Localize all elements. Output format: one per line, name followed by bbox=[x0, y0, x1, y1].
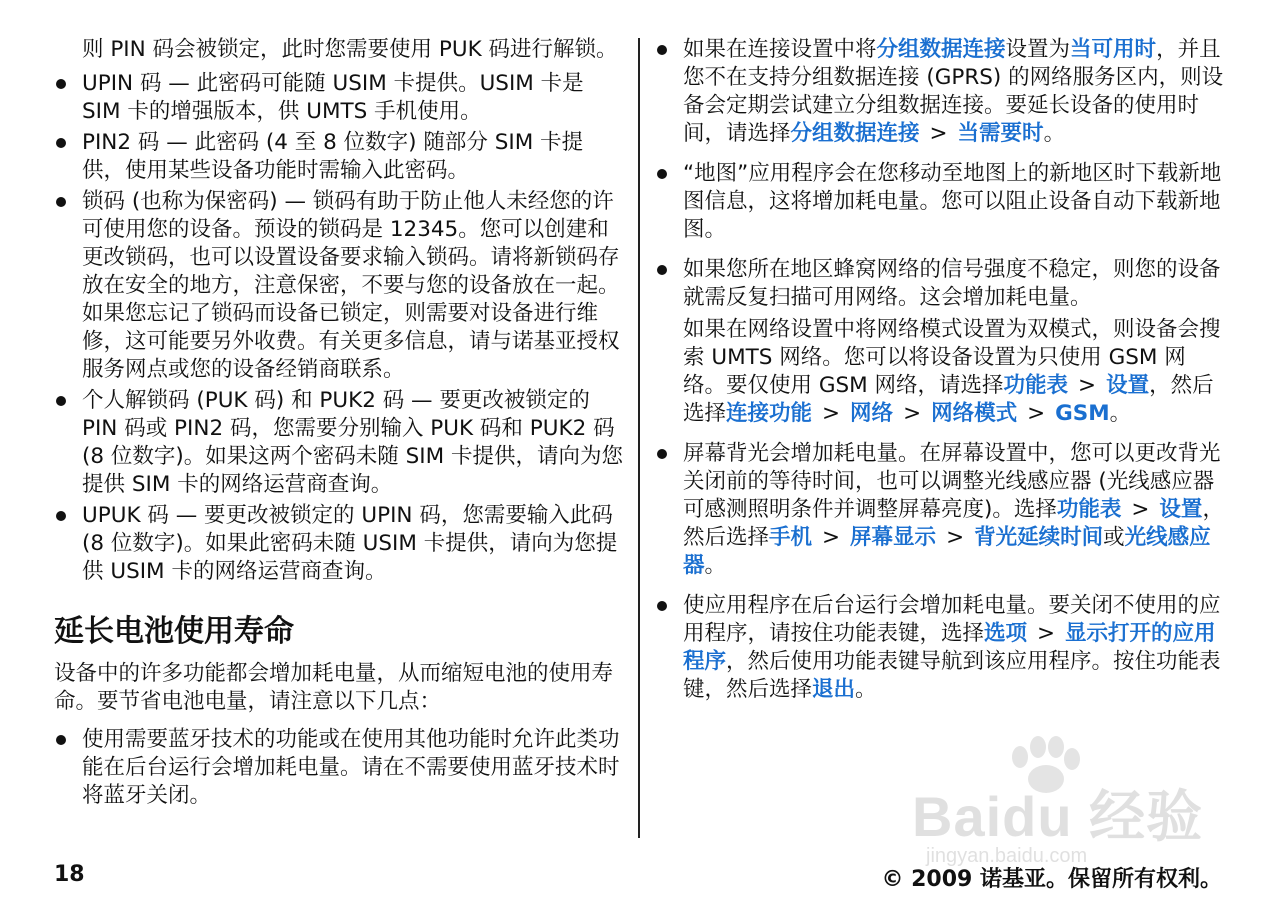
menu-arrow: > bbox=[946, 525, 965, 550]
text-run: 或 bbox=[1103, 525, 1125, 550]
ui-term-connectivity: 连接功能 bbox=[726, 401, 813, 426]
list-item-network: 如果您所在地区蜂窝网络的信号强度不稳定，则您的设备就需反复扫描可用网络。这会增加耗电量。 bbox=[655, 256, 1227, 312]
menu-arrow: > bbox=[1037, 621, 1056, 646]
ui-term-settings: 设置 bbox=[1106, 373, 1150, 398]
text-run: 使应用程序在后台运行会增加耗电量。要关闭不使用的应用程序，请按住功能表键，选择 bbox=[683, 593, 1221, 646]
menu-arrow: > bbox=[822, 525, 841, 550]
ui-term-gsm: GSM bbox=[1055, 401, 1110, 426]
list-item-lock-code: 锁码 (也称为保密码) — 锁码有助于防止他人未经您的许可使用您的设备。预设的锁码是 12345。您可以创建和更改锁码，也可以设置设备要求输入锁码。请将新锁码存放在安全的地方，注意保密，不要与您的设备放在一起。如果您忘记了锁码而设备已锁定，则需要对设备进行维修，这可能要另外收费。有关更多信息，请与诺基亚授权服务网点或您的设备经销商联系。 bbox=[54, 188, 626, 384]
network-mode-paragraph bbox=[655, 316, 1227, 428]
menu-arrow: > bbox=[929, 121, 948, 146]
list-item-puk: 个人解锁码 (PUK 码) 和 PUK2 码 — 要更改被锁定的 PIN 码或 PIN2 码，您需要分别输入 PUK 码和 PUK2 码 (8 位数字)。如果这两个密码未随 SIM 卡提供，请向为您提供 SIM 卡的网络运营商查询。 bbox=[54, 387, 626, 499]
text-run: 如果在连接设置中将 bbox=[683, 37, 877, 62]
list-item-bluetooth: 使用需要蓝牙技术的功能或在使用其他功能时允许此类功能在后台运行会增加耗电量。请在不需要使用蓝牙技术时将蓝牙关闭。 bbox=[54, 726, 626, 810]
ui-term-display: 屏幕显示 bbox=[850, 525, 937, 550]
list-item-background-apps bbox=[655, 592, 1227, 704]
continued-paragraph: 则 PIN 码会被锁定，此时您需要使用 PUK 码进行解锁。 bbox=[82, 37, 618, 62]
ui-term-network-mode: 网络模式 bbox=[931, 401, 1018, 426]
list-item-upuk: UPUK 码 — 要更改被锁定的 UPIN 码，您需要输入此码 (8 位数字)。如果此密码未随 USIM 卡提供，请向为您提供 USIM 卡的网络运营商查询。 bbox=[54, 502, 626, 586]
list-item-maps: “地图”应用程序会在您移动至地图上的新地区时下载新地图信息，这将增加耗电量。您可以阻止设备自动下载新地图。 bbox=[655, 160, 1227, 244]
list-item-backlight bbox=[655, 440, 1227, 580]
text-run: 。 bbox=[855, 677, 877, 702]
text-run: 屏幕背光会增加耗电量。在屏幕设置中，您可以更改背光关闭前的等待时间，也可以调整光线感应器 (光线感应器可感测照明条件并调整屏幕亮度)。选择 bbox=[683, 441, 1221, 522]
column-divider bbox=[638, 38, 640, 838]
section-intro: 设备中的许多功能都会增加耗电量，从而缩短电池的使用寿命。要节省电池电量，请注意以下几点： bbox=[54, 661, 614, 714]
ui-term-phone: 手机 bbox=[769, 525, 813, 550]
ui-term-when-available: 当可用时 bbox=[1070, 37, 1157, 62]
ui-term-backlight-timeout: 背光延续时间 bbox=[974, 525, 1104, 550]
ui-term-menu: 功能表 bbox=[1003, 373, 1069, 398]
right-column bbox=[655, 36, 1227, 716]
ui-term-menu: 功能表 bbox=[1056, 497, 1122, 522]
text-run: ，并且您不在支持分组数据连接 (GPRS) 的网络服务区内，则设备会定期尝试建立分组数据连接。要延长设备的使用时间，请选择 bbox=[683, 37, 1224, 146]
text-run: 设置为 bbox=[1005, 37, 1071, 62]
text-run: ，然后选择 bbox=[683, 497, 1224, 550]
list-item-packet-data bbox=[655, 36, 1227, 148]
ui-term-settings: 设置 bbox=[1159, 497, 1203, 522]
menu-arrow: > bbox=[822, 401, 841, 426]
watermark-brand: Baidu 经验 bbox=[912, 785, 1204, 848]
text-run: 如果在网络设置中将网络模式设置为双模式，则设备会搜索 UMTS 网络。您可以将设备设置为只使用 GSM 网络。要仅使用 GSM 网络，请选择 bbox=[683, 317, 1221, 398]
menu-arrow: > bbox=[1027, 401, 1046, 426]
ui-term-packet-data: 分组数据连接 bbox=[790, 121, 920, 146]
menu-arrow: > bbox=[903, 401, 922, 426]
section-heading: 延长电池使用寿命 bbox=[54, 614, 294, 649]
text-run: 。 bbox=[704, 553, 727, 578]
list-item-upin: UPIN 码 — 此密码可能随 USIM 卡提供。USIM 卡是 SIM 卡的增强版本，供 UMTS 手机使用。 bbox=[54, 70, 626, 126]
page-number: 18 bbox=[54, 862, 85, 887]
text-run: 。 bbox=[1109, 401, 1132, 426]
left-column bbox=[54, 36, 626, 813]
ui-term-network: 网络 bbox=[850, 401, 894, 426]
ui-term-exit: 退出 bbox=[812, 677, 856, 702]
text-run: 。 bbox=[1043, 121, 1066, 146]
list-item-pin2: PIN2 码 — 此密码 (4 至 8 位数字) 随部分 SIM 卡提供，使用某些设备功能时需输入此密码。 bbox=[54, 129, 626, 185]
text-run: ，然后使用功能表键导航到该应用程序。按住功能表键，然后选择 bbox=[683, 649, 1221, 702]
text-run: ，然后选择 bbox=[683, 373, 1214, 426]
ui-term-packet-data: 分组数据连接 bbox=[876, 37, 1006, 62]
ui-term-light-sensor: 光线感应器 bbox=[683, 525, 1211, 578]
ui-term-when-needed: 当需要时 bbox=[957, 121, 1044, 146]
ui-term-show-open-apps: 显示打开的应用程序 bbox=[683, 621, 1216, 674]
menu-arrow: > bbox=[1131, 497, 1150, 522]
paw-icon bbox=[1000, 735, 1090, 795]
ui-term-options: 选项 bbox=[984, 621, 1028, 646]
menu-arrow: > bbox=[1078, 373, 1097, 398]
watermark-url: jingyan.baidu.com bbox=[926, 845, 1088, 867]
copyright-notice: © 2009 诺基亚。保留所有权利。 bbox=[881, 867, 1222, 892]
